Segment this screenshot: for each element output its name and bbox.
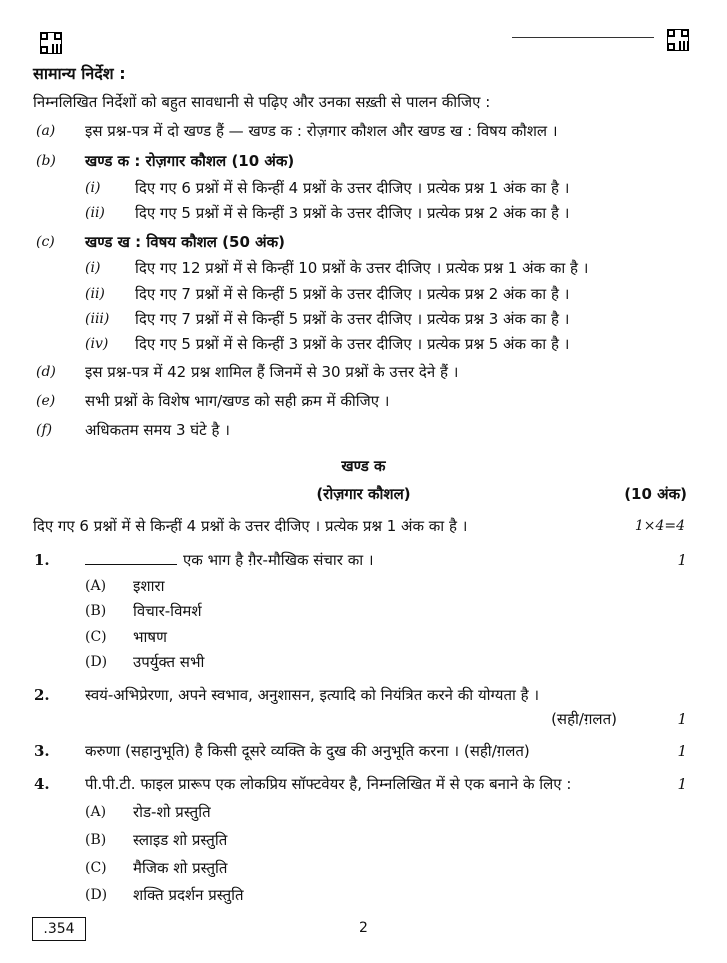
qr-code-right-icon (667, 29, 689, 51)
question-1-stem: एक भाग है ग़ैर-मौखिक संचार का । (183, 551, 374, 569)
q4-option-b-text: स्लाइड शो प्रस्तुति (133, 831, 228, 849)
instruction-e-text: सभी प्रश्नों के विशेष भाग/खण्ड को सही क्रम में कीजिए । (85, 392, 390, 410)
instruction-d-label: (d) (36, 364, 56, 380)
paper-code-badge: .354 (32, 917, 86, 941)
instruction-c-heading: खण्ड ख : विषय कौशल (50 अंक) (85, 233, 285, 251)
instructions-intro: निम्नलिखित निर्देशों को बहुत सावधानी से पढ़िए और उनका सख़्ती से पालन कीजिए : (33, 93, 491, 111)
question-1-number: 1. (34, 551, 50, 569)
q4-option-a-text: रोड-शो प्रस्तुति (133, 803, 211, 821)
instruction-c-iii-label: (iii) (85, 311, 110, 327)
instruction-b-heading: खण्ड क : रोज़गार कौशल (10 अंक) (85, 152, 295, 170)
instruction-e-label: (e) (36, 393, 56, 409)
question-4-number: 4. (34, 775, 50, 793)
instruction-f-label: (f) (36, 422, 53, 438)
instruction-a-label: (a) (36, 123, 56, 139)
question-1-text (85, 550, 374, 570)
instruction-c-ii-label: (ii) (85, 286, 105, 302)
section-title: खण्ड क (341, 457, 386, 475)
instruction-b-ii-label: (ii) (85, 205, 105, 221)
q4-option-c-label: (C) (85, 860, 107, 876)
question-2-number: 2. (34, 686, 50, 704)
question-4-text: पी.पी.टी. फाइल प्रारूप एक लोकप्रिय सॉफ्टवेयर है, निम्नलिखित में से एक बनाने के लिए : (85, 775, 572, 793)
q4-option-d-text: शक्ति प्रदर्शन प्रस्तुति (133, 886, 244, 904)
q4-option-c-text: मैजिक शो प्रस्तुति (133, 859, 228, 877)
instructions-title: सामान्य निर्देश : (33, 64, 126, 83)
instruction-c-i-text: दिए गए 12 प्रश्नों में से किन्हीं 10 प्रश्नों के उत्तर दीजिए । प्रत्येक प्रश्न 1 अंक का है । (135, 259, 589, 277)
question-2-suffix: (सही/ग़लत) (551, 710, 617, 728)
q4-option-a-label: (A) (85, 804, 107, 820)
instruction-f-text: अधिकतम समय 3 घंटे है । (85, 421, 230, 439)
instruction-b-label: (b) (36, 153, 56, 169)
q4-option-d-label: (D) (85, 887, 108, 903)
q1-option-d-label: (D) (85, 654, 108, 670)
qr-code-left-icon (40, 32, 62, 54)
instruction-d-text: इस प्रश्न-पत्र में 42 प्रश्न शामिल हैं जिनमें से 30 प्रश्नों के उत्तर देने हैं । (85, 363, 459, 381)
q1-option-b-text: विचार-विमर्श (133, 602, 202, 620)
question-3-text: करुणा (सहानुभूति) है किसी दूसरे व्यक्ति के दुख की अनुभूति करना । (सही/ग़लत) (85, 742, 530, 760)
instruction-c-ii-text: दिए गए 7 प्रश्नों में से किन्हीं 5 प्रश्नों के उत्तर दीजिए । प्रत्येक प्रश्न 2 अंक का है । (135, 285, 570, 303)
q1-option-c-text: भाषण (133, 628, 167, 646)
q1-option-d-text: उपर्युक्त सभी (133, 653, 205, 671)
section-subtitle: (रोज़गार कौशल) (316, 485, 411, 503)
answer-blank (85, 550, 177, 565)
instruction-b-i-label: (i) (85, 180, 101, 196)
question-2-mark: 1 (677, 710, 687, 728)
section-formula: 1×4=4 (634, 518, 685, 534)
q4-option-b-label: (B) (85, 832, 107, 848)
page-number: 2 (359, 920, 368, 936)
section-instruction: दिए गए 6 प्रश्नों में से किन्हीं 4 प्रश्नों के उत्तर दीजिए । प्रत्येक प्रश्न 1 अंक का है । (33, 517, 468, 535)
question-1-mark: 1 (677, 551, 687, 569)
question-4-mark: 1 (677, 775, 687, 793)
q1-option-c-label: (C) (85, 629, 107, 645)
instruction-b-i-text: दिए गए 6 प्रश्नों में से किन्हीं 4 प्रश्नों के उत्तर दीजिए । प्रत्येक प्रश्न 1 अंक का है । (135, 179, 570, 197)
question-3-number: 3. (34, 742, 50, 760)
section-marks: (10 अंक) (624, 485, 687, 503)
question-3-mark: 1 (677, 742, 687, 760)
header-rule (512, 37, 654, 38)
instruction-c-i-label: (i) (85, 260, 101, 276)
q1-option-a-label: (A) (85, 578, 107, 594)
instruction-c-label: (c) (36, 234, 55, 250)
instruction-a-text: इस प्रश्न-पत्र में दो खण्ड हैं — खण्ड क : रोज़गार कौशल और खण्ड ख : विषय कौशल । (85, 122, 558, 140)
question-2-text: स्वयं-अभिप्रेरणा, अपने स्वभाव, अनुशासन, इत्यादि को नियंत्रित करने की योग्यता है । (85, 686, 540, 704)
instruction-c-iv-label: (iv) (85, 336, 109, 352)
instruction-b-ii-text: दिए गए 5 प्रश्नों में से किन्हीं 3 प्रश्नों के उत्तर दीजिए । प्रत्येक प्रश्न 2 अंक का है । (135, 204, 570, 222)
instruction-c-iv-text: दिए गए 5 प्रश्नों में से किन्हीं 3 प्रश्नों के उत्तर दीजिए । प्रत्येक प्रश्न 5 अंक का है । (135, 335, 570, 353)
q1-option-a-text: इशारा (133, 577, 165, 595)
q1-option-b-label: (B) (85, 603, 107, 619)
instruction-c-iii-text: दिए गए 7 प्रश्नों में से किन्हीं 5 प्रश्नों के उत्तर दीजिए । प्रत्येक प्रश्न 3 अंक का है । (135, 310, 570, 328)
